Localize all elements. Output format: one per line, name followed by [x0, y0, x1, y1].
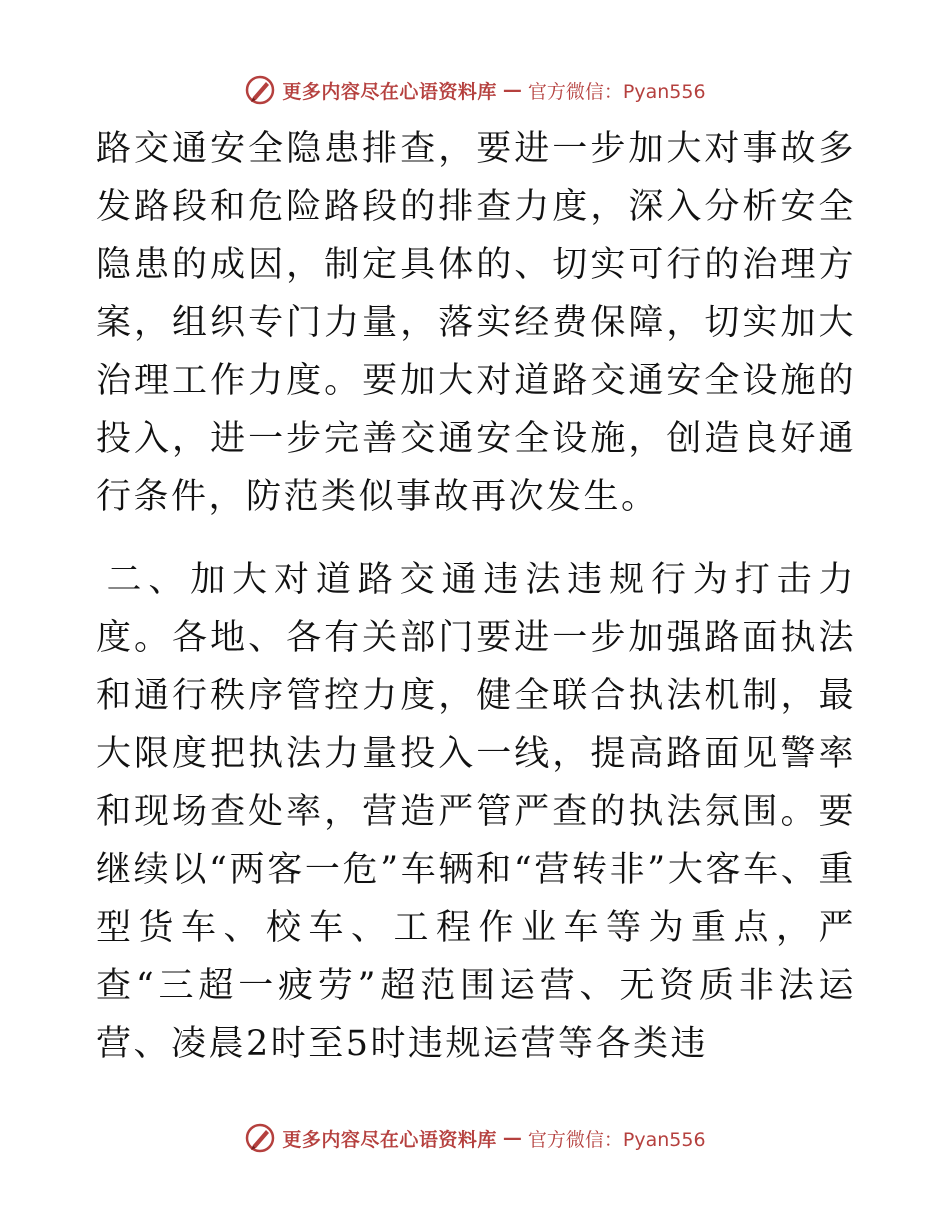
footer-watermark: [0, 1118, 950, 1158]
header-watermark: [0, 70, 950, 110]
watermark-dash: —: [502, 1127, 522, 1149]
watermark-dash: —: [502, 79, 522, 101]
paragraph-1: 路交通安全隐患排查，要进一步加大对事故多发路段和危险路段的排查力度，深入分析安全隐患的成因，制定具体的、切实可行的治理方案，组织专门力量，落实经费保障，切实加大治理工作力度。要加大对道路交通安全设施的投入，进一步完善交通安全设施，创造良好通行条件，防范类似事故再次发生。: [96, 129, 856, 517]
watermark-contact: 官方微信：Pyan556: [527, 1128, 706, 1151]
pen-logo-icon: [244, 1122, 276, 1154]
pen-logo-icon: [244, 74, 276, 106]
watermark-text: 更多内容尽在心语资料库: [282, 1128, 497, 1151]
watermark-contact: 官方微信：Pyan556: [527, 80, 706, 103]
watermark-text: 更多内容尽在心语资料库: [282, 80, 497, 103]
document-body: [96, 120, 856, 1073]
paragraph-2: 二、加大对道路交通违法违规行为打击力度。各地、各有关部门要进一步加强路面执法和通行秩序管控力度，健全联合执法机制，最大限度把执法力量投入一线，提高路面见警率和现场查处率，营造严管严查的执法氛围。要继续以“两客一危”车辆和“营转非”大客车、重型货车、校车、工程作业车等为重点，严查“三超一疲劳”超范围运营、无资质非法运营、凌晨2时至5时违规运营等各类违: [96, 560, 856, 1064]
